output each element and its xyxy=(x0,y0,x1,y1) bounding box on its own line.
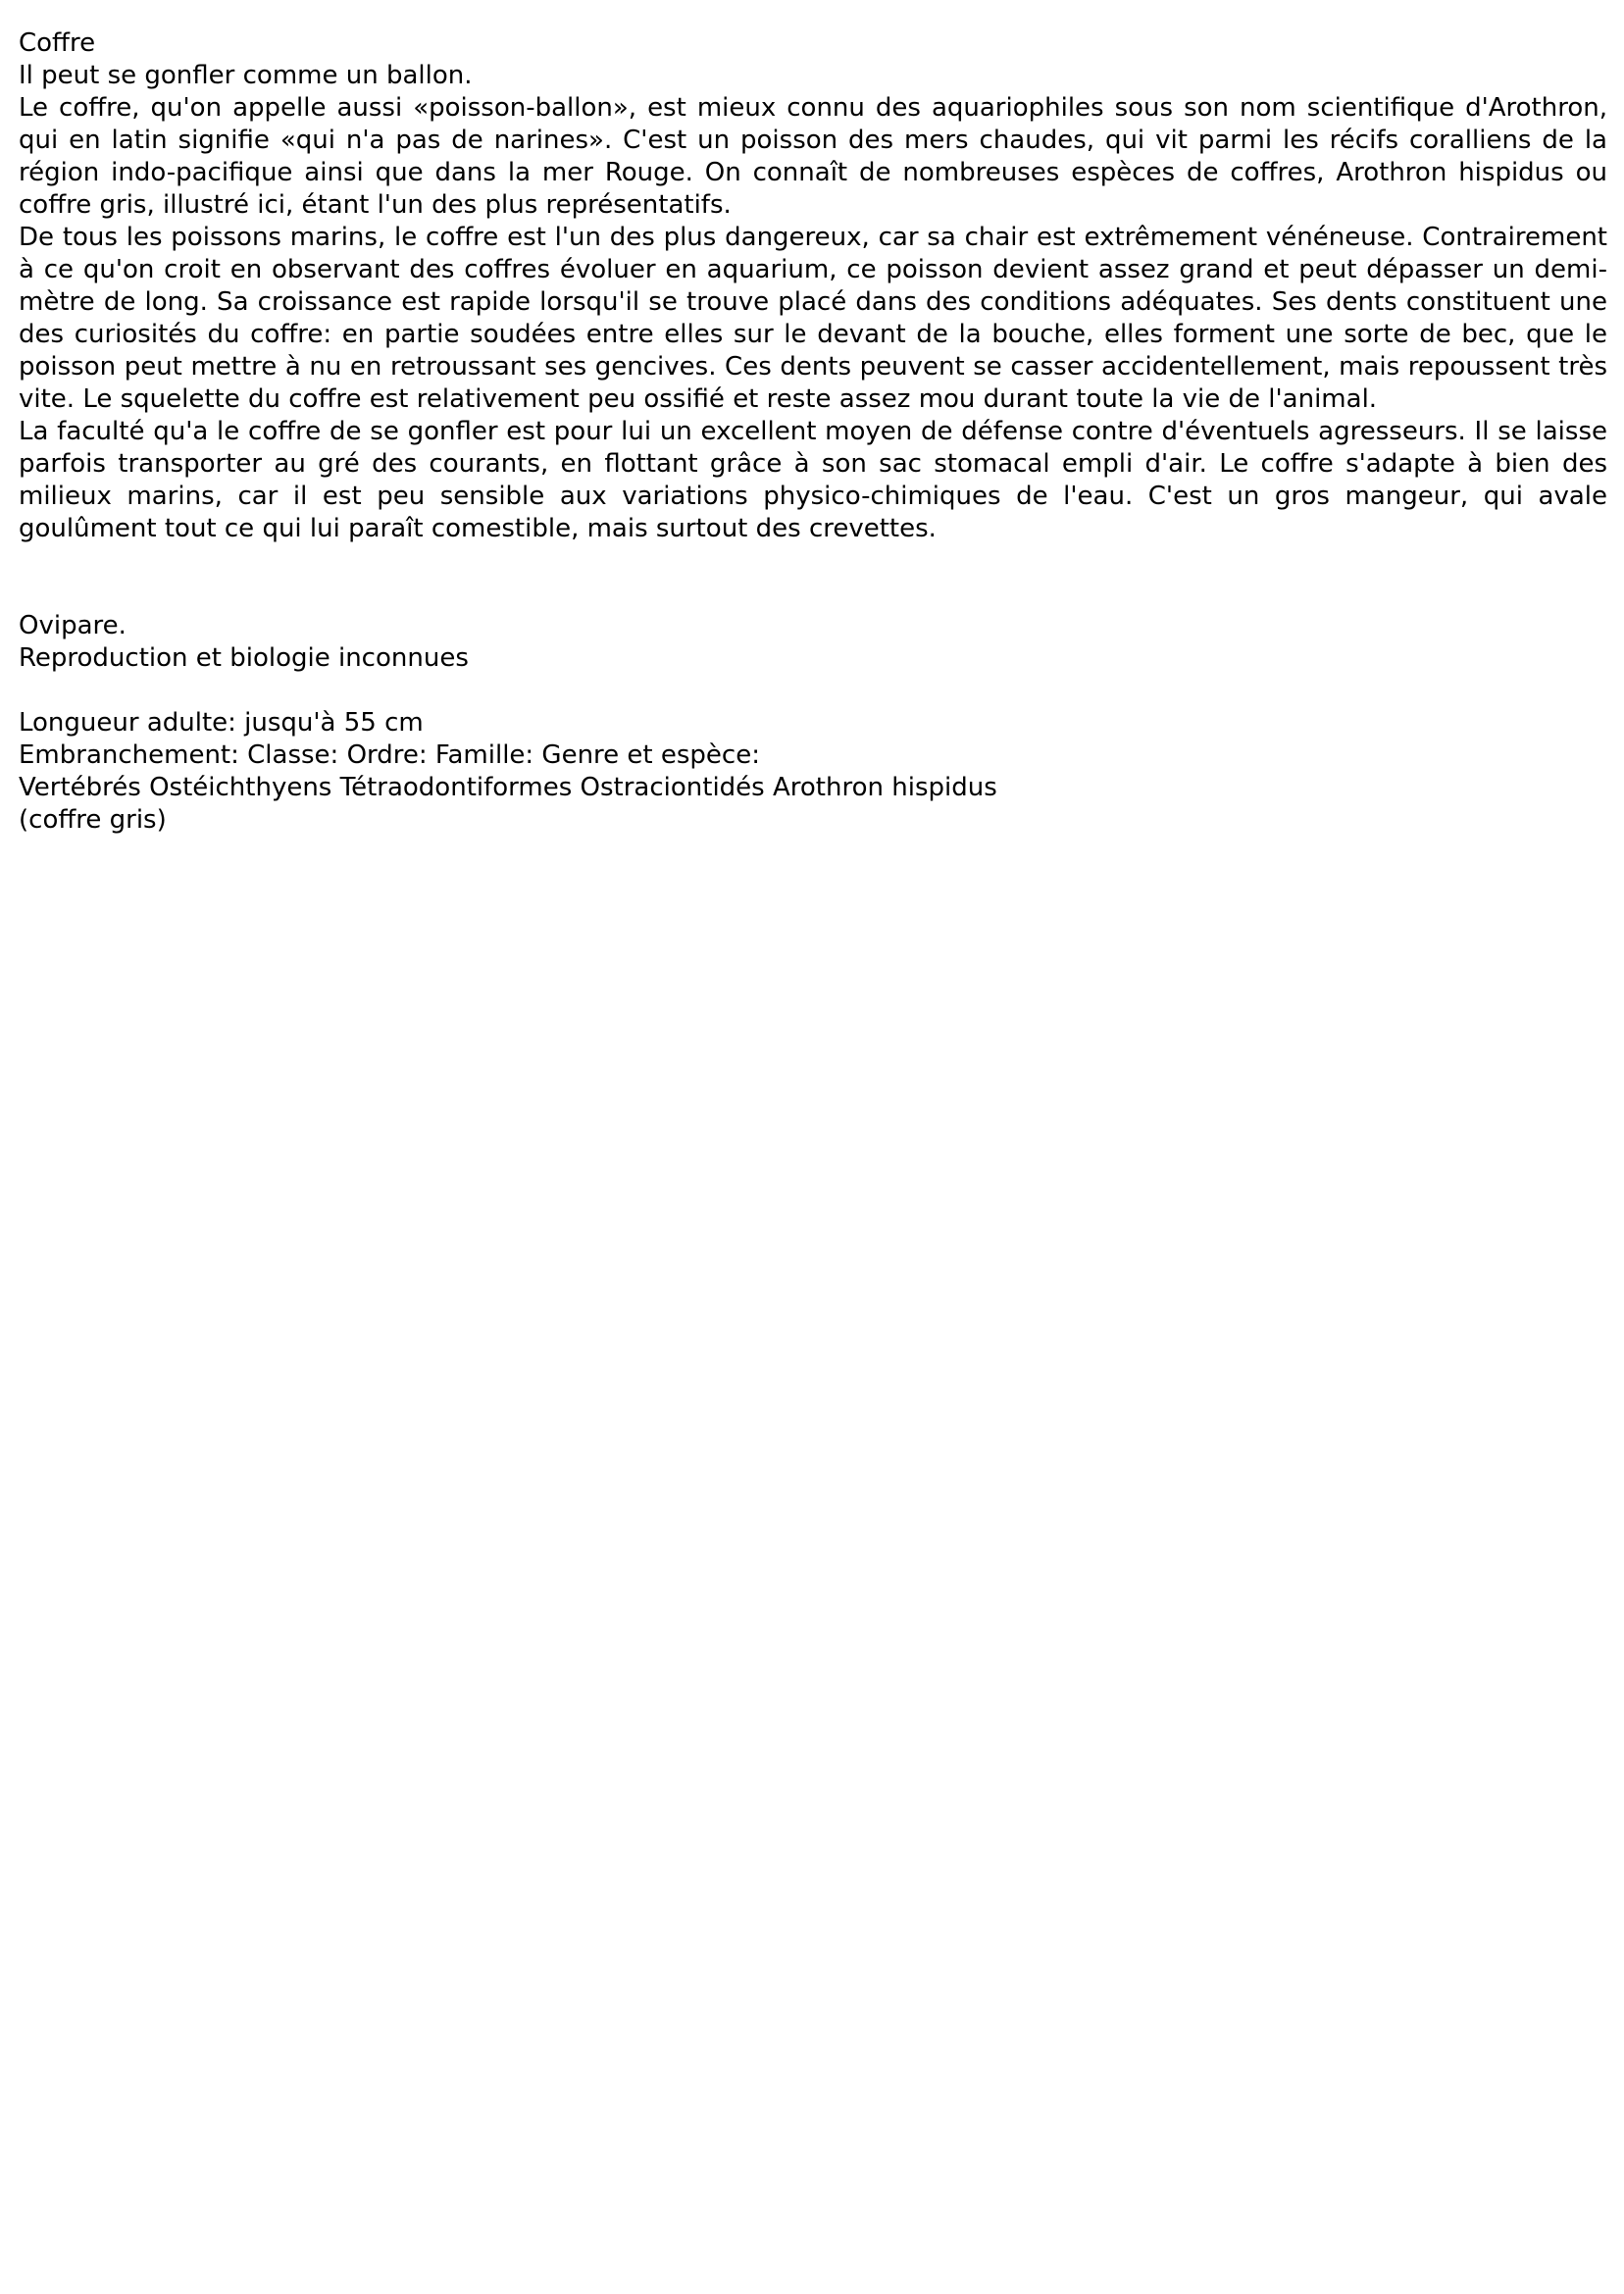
classification-header: Embranchement: Classe: Ordre: Famille: Genre et espèce: xyxy=(19,740,760,770)
spacer xyxy=(19,545,1607,610)
reproduction-note: Reproduction et biologie inconnues xyxy=(19,643,469,673)
paragraph-intro: Le coffre, qu'on appelle aussi «poisson-ballon», est mieux connu des aquariophiles sous son nom scientifique d'Arothron, qui en latin signifie «qui n'a pas de narines». C'est un poisson des mers chaudes, qui vit parmi les récifs coralliens de la région indo-pacifique ainsi que dans la mer Rouge. On connaît de nombreuses espèces de coffres, Arothron hispidus ou coffre gris, illustré ici, étant l'un des plus représentatifs. xyxy=(19,93,1607,220)
common-name: (coffre gris) xyxy=(19,805,167,835)
spacer xyxy=(19,675,1607,707)
paragraph-danger: De tous les poissons marins, le coffre est l'un des plus dangereux, car sa chair est extrêmement vénéneuse. Contrairement à ce qu'on croit en observant des coffres évoluer en aquarium, ce poisson devient assez grand et peut dépasser un demi-mètre de long. Sa croissance est rapide lorsqu'il se trouve placé dans des conditions adéquates. Ses dents constituent une des curiosités du coffre: en partie soudées entre elles sur le devant de la bouche, elles forment une sorte de bec, que le poisson peut mettre à nu en retroussant ses gencives. Ces dents peuvent se casser accidentellement, mais repoussent très vite. Le squelette du coffre est relativement peu ossifié et reste assez mou durant toute la vie de l'animal. xyxy=(19,223,1607,414)
reproduction-mode: Ovipare. xyxy=(19,611,127,640)
classification-values: Vertébrés Ostéichthyens Tétraodontiformes Ostraciontidés Arothron hispidus xyxy=(19,773,997,802)
paragraph-defense: La faculté qu'a le coffre de se gonfler est pour lui un excellent moyen de défense contre d'éventuels agresseurs. Il se laisse parfois transporter au gré des courants, en flottant grâce à son sac stomacal empli d'air. Le coffre s'adapte à bien des milieux marins, car il est peu sensible aux variations physico-chimiques de l'eau. C'est un gros mangeur, qui avale goulûment tout ce qui lui paraît comestible, mais surtout des crevettes. xyxy=(19,417,1607,543)
document-page xyxy=(19,27,1607,837)
document-subtitle: Il peut se gonfler comme un ballon. xyxy=(19,61,473,90)
adult-length: Longueur adulte: jusqu'à 55 cm xyxy=(19,708,424,738)
document-title: Coffre xyxy=(19,28,96,58)
